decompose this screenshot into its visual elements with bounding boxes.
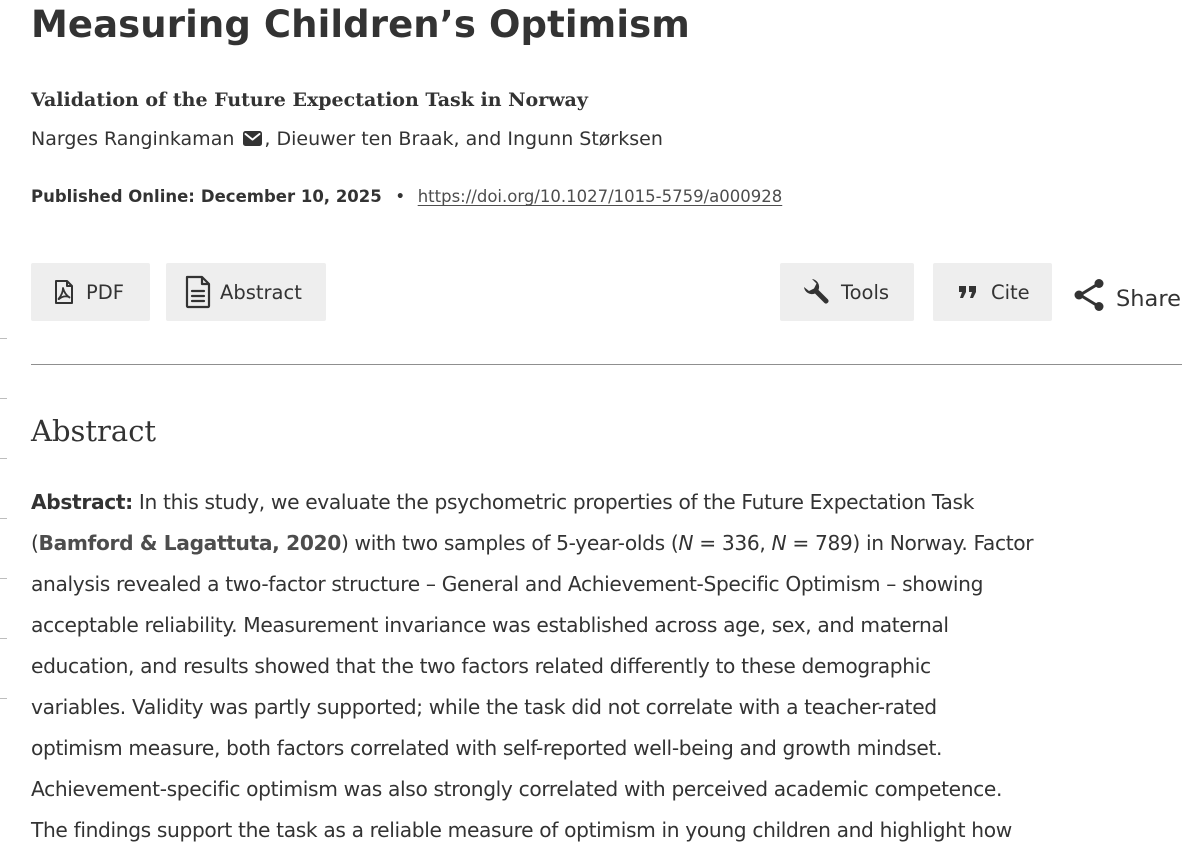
publication-info: [31, 187, 782, 206]
tools-label: Tools: [841, 280, 890, 304]
pdf-button[interactable]: [31, 263, 150, 321]
author-name-link[interactable]: Narges Ranginkaman: [31, 128, 235, 150]
share-label: Share: [1116, 286, 1181, 312]
author-names: , Dieuwer ten Braak, and Ingunn Størksen: [264, 128, 663, 150]
abstract-button[interactable]: [166, 263, 326, 321]
doi-link[interactable]: https://doi.org/10.1027/1015-5759/a000928: [417, 187, 783, 206]
published-label: Published Online:: [31, 187, 195, 206]
edge-marker: [0, 518, 7, 519]
citation-link[interactable]: Bamford & Lagattuta, 2020: [38, 531, 341, 555]
edge-marker: [0, 338, 7, 339]
tools-button[interactable]: [780, 263, 914, 321]
abstract-line: Achievement-specific optimism was also strongly correlated with perceived academic competence.: [31, 777, 1003, 801]
abstract-text: [31, 482, 1176, 851]
abstract-line: variables. Validity was partly supported; while the task did not correlate with a teacher-rated: [31, 695, 937, 719]
abstract-line: analysis revealed a two-factor structure – General and Achievement-Specific Optimism – showing: [31, 572, 984, 596]
edge-marker: [0, 458, 7, 459]
pdf-label: PDF: [86, 280, 124, 304]
abstract-text-run: In this study, we evaluate the psychometric properties of the Future Expectation Task: [132, 490, 975, 514]
share-icon: [1073, 278, 1106, 318]
published-date: December 10, 2025: [200, 187, 382, 206]
abstract-text-run: = 789) in Norway. Factor: [786, 531, 1034, 555]
edge-marker: [0, 698, 7, 699]
abstract-text-run: = 336,: [693, 531, 772, 555]
abstract-text-run: (: [31, 531, 39, 555]
abstract-text-run: ) with two samples of 5-year-olds (: [340, 531, 679, 555]
abstract-heading: Abstract: [31, 414, 157, 448]
quote-icon: [958, 284, 978, 300]
section-divider: [31, 364, 1182, 365]
edge-marker: [0, 638, 7, 639]
separator-dot: •: [395, 188, 405, 205]
article-subtitle: Validation of the Future Expectation Task in Norway: [31, 89, 588, 111]
abstract-line: The findings support the task as a reliable measure of optimism in young children and highlight how: [31, 818, 1012, 842]
abstract-line: acceptable reliability. Measurement invariance was established across age, sex, and maternal: [31, 613, 949, 637]
document-icon: [184, 275, 212, 309]
author-list: [31, 128, 663, 150]
edge-marker: [0, 398, 7, 399]
abstract-label: Abstract: [220, 280, 302, 304]
cite-label: Cite: [991, 280, 1030, 304]
abstract-line: [31, 523, 1176, 564]
edge-marker: [0, 578, 7, 579]
cite-button[interactable]: [933, 263, 1052, 321]
n-symbol: N: [678, 531, 694, 555]
abstract-lead: Abstract:: [31, 490, 133, 514]
n-symbol: N: [771, 531, 787, 555]
article-title: Measuring Children’s Optimism: [31, 3, 690, 46]
envelope-icon[interactable]: [243, 131, 262, 146]
share-button[interactable]: [1073, 278, 1181, 318]
abstract-line: [31, 482, 1176, 523]
abstract-line: optimism measure, both factors correlated with self-reported well-being and growth mindset.: [31, 736, 943, 760]
abstract-line: education, and results showed that the two factors related differently to these demographic: [31, 654, 931, 678]
wrench-icon: [800, 277, 830, 307]
pdf-file-icon: [54, 280, 74, 304]
